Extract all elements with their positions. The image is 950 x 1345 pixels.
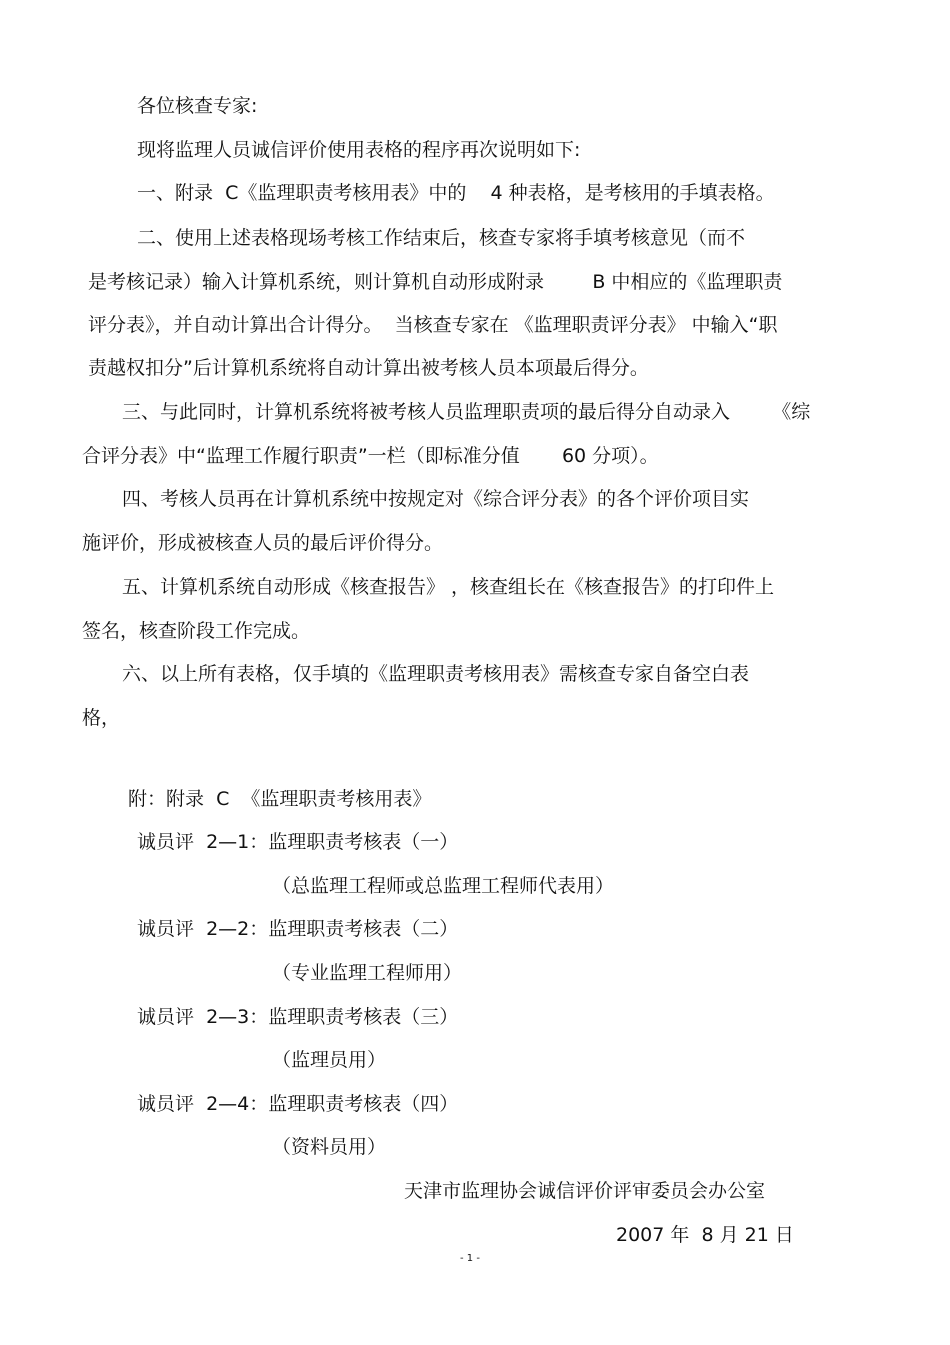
form-4-title: 诚员评 2—4：监理职责考核表（四）	[137, 1093, 459, 1115]
item-2-line-1: 二、使用上述表格现场考核工作结束后，核查专家将手填考核意见（而不	[137, 227, 746, 249]
item-6-line-1: 六、以上所有表格，仅手填的《监理职责考核用表》需核查专家自备空白表	[122, 663, 750, 685]
item-2-line-2: 是考核记录）输入计算机系统，则计算机自动形成附录 B 中相应的《监理职责	[88, 271, 783, 293]
page-number: - 1 -	[460, 1253, 480, 1264]
item-5-line-1: 五、计算机系统自动形成《核查报告》 ，核查组长在《核查报告》的打印件上	[122, 576, 775, 598]
item-3-line-1: 三、与此同时，计算机系统将被考核人员监理职责项的最后得分自动录入 《综	[122, 401, 811, 423]
item-6-line-2: 格，	[82, 707, 121, 729]
signature-org: 天津市监理协会诚信评价评审委员会办公室	[404, 1180, 766, 1202]
item-2-line-3: 评分表》，并自动计算出合计得分。 当核查专家在 《监理职责评分表》 中输入“职	[88, 314, 778, 336]
item-3-line-2: 合评分表》中“监理工作履行职责”一栏（即标准分值 60 分项）。	[82, 445, 659, 467]
item-4-line-2: 施评价，形成被核查人员的最后评价得分。	[82, 532, 444, 554]
form-2-title: 诚员评 2—2：监理职责考核表（二）	[137, 918, 459, 940]
item-5-line-2: 签名，核查阶段工作完成。	[82, 620, 311, 642]
form-1-title: 诚员评 2—1：监理职责考核表（一）	[137, 831, 459, 853]
item-4-line-1: 四、考核人员再在计算机系统中按规定对《综合评分表》的各个评价项目实	[122, 488, 750, 510]
appendix-heading: 附：附录 C 《监理职责考核用表》	[128, 788, 432, 810]
form-2-note: （专业监理工程师用）	[272, 962, 463, 984]
item-2-line-4: 责越权扣分”后计算机系统将自动计算出被考核人员本项最后得分。	[88, 357, 649, 379]
intro-line: 现将监理人员诚信评价使用表格的程序再次说明如下:	[137, 139, 581, 161]
signature-date: 2007 年 8 月 21 日	[616, 1224, 794, 1246]
greeting: 各位核查专家:	[137, 95, 258, 117]
form-1-note: （总监理工程师或总监理工程师代表用）	[272, 875, 615, 897]
form-4-note: （资料员用）	[272, 1136, 387, 1158]
item-1-line-1: 一、附录 C《监理职责考核用表》中的 4 种表格，是考核用的手填表格。	[137, 182, 775, 204]
form-3-title: 诚员评 2—3：监理职责考核表（三）	[137, 1006, 459, 1028]
form-3-note: （监理员用）	[272, 1049, 387, 1071]
